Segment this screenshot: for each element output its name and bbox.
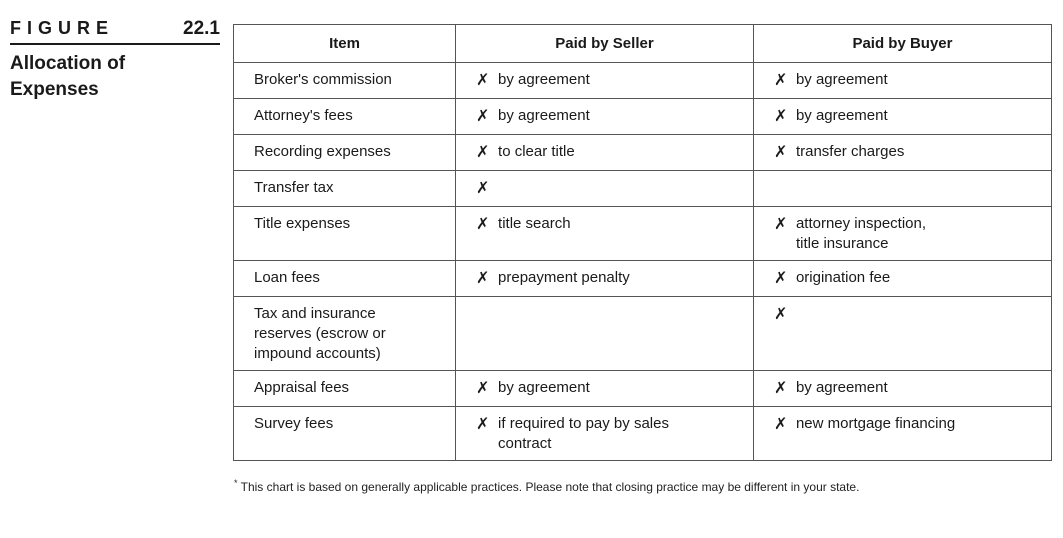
buyer-entry	[774, 268, 1043, 290]
seller-entry	[476, 142, 745, 164]
x-mark-icon: ✗	[476, 216, 490, 233]
buyer-text: by agreement	[795, 71, 888, 88]
cell-seller	[456, 171, 754, 207]
x-mark-icon: ✗	[476, 144, 490, 161]
seller-text: title search	[498, 215, 571, 232]
cell-seller	[456, 135, 754, 171]
x-mark-icon: ✗	[773, 416, 788, 433]
item-label: Transfer tax	[254, 179, 334, 196]
buyer-text: by agreement	[795, 379, 888, 396]
table-row	[234, 135, 1052, 171]
seller-entry	[476, 268, 745, 290]
seller-entry	[476, 214, 745, 236]
buyer-text: origination fee	[795, 269, 891, 286]
x-mark-icon: ✗	[773, 380, 788, 397]
table-header-row	[234, 25, 1052, 63]
buyer-entry	[774, 214, 1043, 254]
cell-buyer	[753, 99, 1051, 135]
seller-text: if required to pay by sales contract	[498, 415, 669, 452]
figure-number: 22.1	[183, 18, 220, 39]
seller-text: to clear title	[498, 143, 575, 160]
buyer-entry	[774, 378, 1043, 400]
cell-buyer	[753, 371, 1051, 407]
buyer-text: transfer charges	[795, 143, 905, 160]
cell-buyer	[753, 63, 1051, 99]
cell-seller	[456, 371, 754, 407]
cell-seller	[456, 297, 754, 371]
table-row	[234, 207, 1052, 261]
cell-seller	[456, 99, 754, 135]
item-label: Appraisal fees	[254, 379, 350, 396]
item-label: Broker's commission	[254, 71, 392, 88]
table-row	[234, 99, 1052, 135]
seller-entry	[476, 70, 745, 92]
column-header-item: Item	[234, 25, 456, 63]
cell-item	[234, 407, 456, 461]
x-mark-icon: ✗	[476, 180, 490, 197]
item-label: Survey fees	[254, 415, 334, 432]
table-row	[234, 63, 1052, 99]
cell-item	[234, 371, 456, 407]
x-mark-icon: ✗	[476, 72, 490, 89]
buyer-entry	[774, 142, 1043, 164]
cell-seller	[456, 63, 754, 99]
cell-buyer	[753, 135, 1051, 171]
column-header-seller: Paid by Seller	[456, 25, 754, 63]
item-label: Tax and insurance reserves (escrow or impound accounts)	[254, 305, 386, 362]
figure-label-row	[10, 18, 220, 45]
cell-buyer	[753, 207, 1051, 261]
footnote-symbol: *	[234, 478, 238, 488]
cell-buyer	[753, 297, 1051, 371]
cell-buyer	[753, 171, 1051, 207]
item-label: Recording expenses	[254, 143, 391, 160]
figure-header	[10, 18, 220, 103]
x-mark-icon: ✗	[476, 380, 490, 397]
seller-text: by agreement	[498, 379, 590, 396]
x-mark-icon: ✗	[773, 144, 788, 161]
cell-seller	[456, 261, 754, 297]
expense-allocation-table	[233, 24, 1052, 461]
cell-seller	[456, 407, 754, 461]
seller-entry	[476, 414, 745, 454]
footnote	[234, 478, 859, 494]
cell-buyer	[753, 261, 1051, 297]
cell-item	[234, 63, 456, 99]
item-label: Loan fees	[254, 269, 320, 286]
x-mark-icon: ✗	[773, 72, 788, 89]
x-mark-icon: ✗	[773, 270, 788, 287]
buyer-text: new mortgage financing	[795, 415, 956, 432]
buyer-text: attorney inspection, title insurance	[795, 215, 927, 252]
figure-label: FIGURE	[10, 18, 115, 38]
table-row	[234, 407, 1052, 461]
table-body	[234, 63, 1052, 461]
buyer-entry	[774, 106, 1043, 128]
x-mark-icon: ✗	[476, 270, 490, 287]
table-row	[234, 261, 1052, 297]
cell-item	[234, 207, 456, 261]
buyer-text: by agreement	[795, 107, 888, 124]
seller-text: prepayment penalty	[498, 269, 630, 286]
x-mark-icon: ✗	[773, 216, 788, 233]
item-label: Title expenses	[254, 215, 351, 232]
expense-allocation-table-wrapper	[233, 24, 1052, 461]
seller-entry	[476, 178, 745, 200]
cell-item	[234, 297, 456, 371]
x-mark-icon: ✗	[773, 306, 788, 323]
cell-buyer	[753, 407, 1051, 461]
column-header-buyer: Paid by Buyer	[753, 25, 1051, 63]
x-mark-icon: ✗	[476, 108, 490, 125]
item-label: Attorney's fees	[254, 107, 353, 124]
seller-entry	[476, 106, 745, 128]
seller-text: by agreement	[498, 71, 590, 88]
seller-text: by agreement	[498, 107, 590, 124]
seller-entry	[476, 378, 745, 400]
x-mark-icon: ✗	[476, 416, 490, 433]
table-row	[234, 371, 1052, 407]
x-mark-icon: ✗	[773, 108, 788, 125]
buyer-entry	[774, 414, 1043, 436]
cell-item	[234, 171, 456, 207]
table-row	[234, 171, 1052, 207]
footnote-text: This chart is based on generally applicable practices. Please note that closing practice may be different in your state.	[240, 480, 860, 494]
cell-item	[234, 261, 456, 297]
buyer-entry	[774, 70, 1043, 92]
table-row	[234, 297, 1052, 371]
cell-item	[234, 135, 456, 171]
cell-item	[234, 99, 456, 135]
buyer-entry	[774, 304, 1043, 326]
cell-seller	[456, 207, 754, 261]
figure-title: Allocation of Expenses	[10, 53, 126, 100]
